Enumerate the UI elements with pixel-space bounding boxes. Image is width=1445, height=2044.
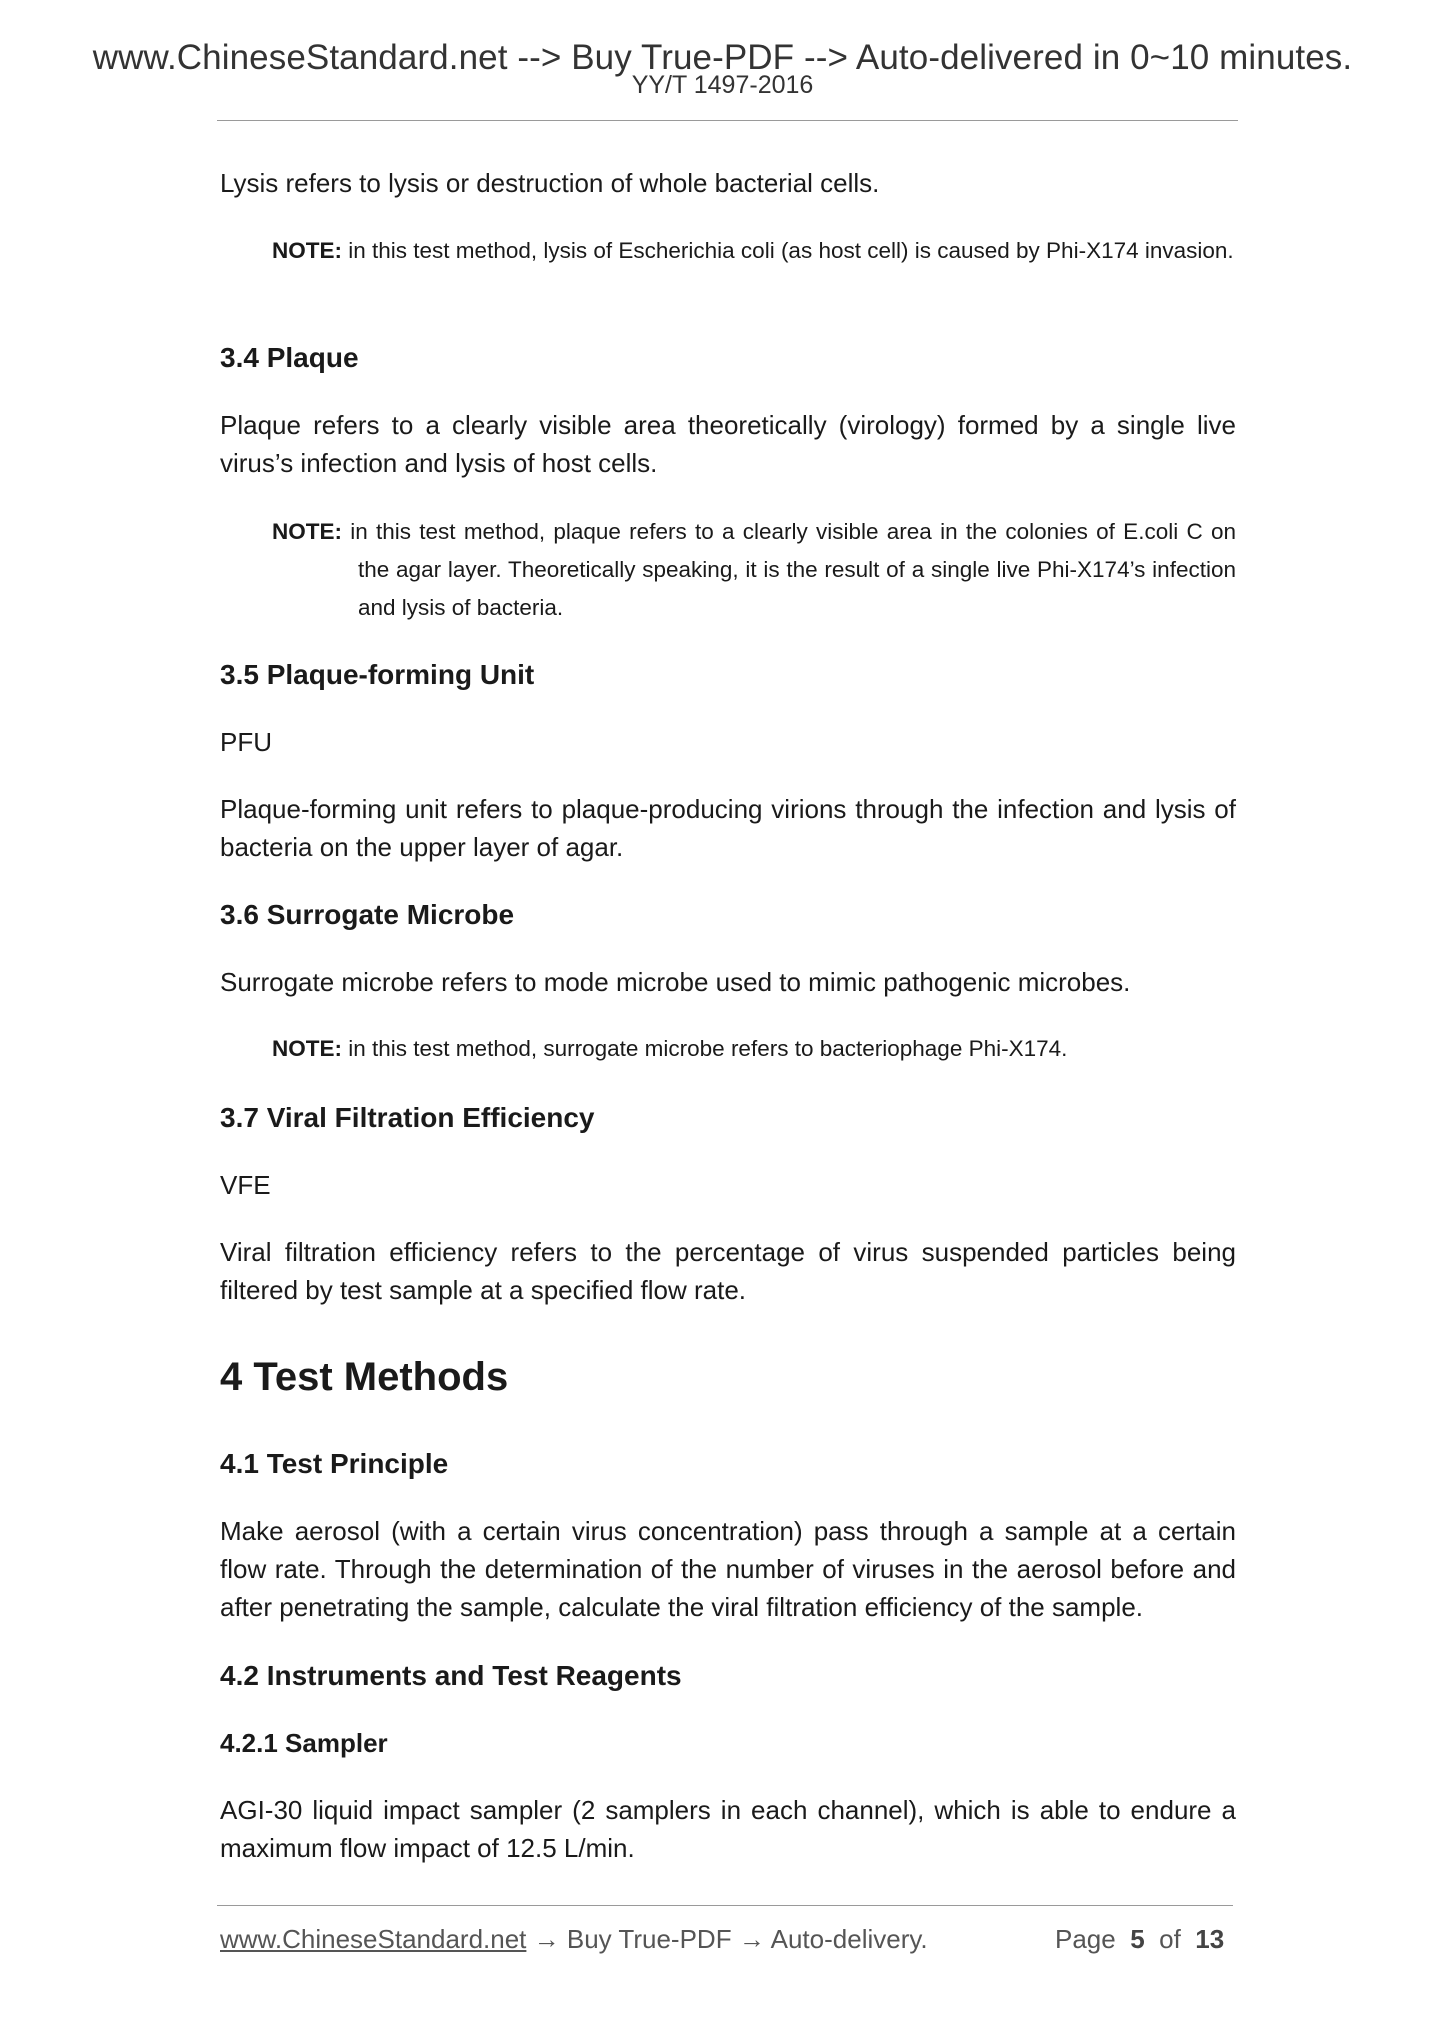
pfu-abbreviation: PFU	[220, 727, 272, 757]
chapter-heading-test-methods: 4 Test Methods	[220, 1355, 509, 1399]
surrogate-note-text: in this test method, surrogate microbe refers to bacteriophage Phi-X174.	[348, 1036, 1068, 1061]
arrow-right-icon: →	[738, 1924, 765, 1954]
vfe-abbreviation: VFE	[220, 1170, 271, 1200]
page-current: 5	[1130, 1924, 1145, 1954]
page-total: 13	[1195, 1924, 1225, 1954]
footer-buy-text: Buy True-PDF	[566, 1924, 732, 1954]
principle-text: Make aerosol (with a certain virus concentration) pass through a sample at a certain flow rate. Through the determination of the number of viruses in the aerosol before and after penetrating the sample, calculate the viral filtration efficiency of the sample.	[220, 1516, 1236, 1622]
subsection-heading-sampler: 4.2.1 Sampler	[220, 1728, 388, 1758]
plaque-definition: Plaque refers to a clearly visible area theoretically (virology) formed by a single live virus’s infection and lysis of host cells.	[220, 410, 1236, 478]
surrogate-note	[272, 1030, 1236, 1068]
section-heading-vfe: 3.7 Viral Filtration Efficiency	[220, 1102, 595, 1133]
section-heading-plaque: 3.4 Plaque	[220, 342, 359, 373]
section-heading-pfu: 3.5 Plaque-forming Unit	[220, 659, 535, 690]
vfe-definition: Viral filtration efficiency refers to the percentage of virus suspended particles being filtered by test sample at a specified flow rate.	[220, 1237, 1236, 1305]
section-heading-surrogate: 3.6 Surrogate Microbe	[220, 899, 515, 930]
lysis-definition: Lysis refers to lysis or destruction of whole bacterial cells.	[220, 168, 880, 198]
pfu-definition: Plaque-forming unit refers to plaque-producing virions through the infection and lysis of bacteria on the upper layer of agar.	[220, 794, 1236, 862]
page-label: Page	[1055, 1924, 1116, 1954]
note-label: NOTE:	[272, 519, 342, 544]
plaque-note-text: in this test method, plaque refers to a clearly visible area in the colonies of E.coli C on the agar layer. Theoretically speaking, it is the result of a single live Phi-X174’s infection and lysis of bacteria.	[350, 519, 1236, 620]
note-label: NOTE:	[272, 1036, 342, 1061]
footer-delivery-text: Auto-delivery.	[770, 1924, 928, 1954]
surrogate-definition: Surrogate microbe refers to mode microbe used to mimic pathogenic microbes.	[220, 967, 1131, 997]
arrow-right-icon: →	[533, 1924, 560, 1954]
section-heading-principle: 4.1 Test Principle	[220, 1448, 449, 1479]
site-banner: www.ChineseStandard.net --> Buy True-PDF --> Auto-delivered in 0~10 minutes.	[92, 38, 1353, 77]
footer-site-link[interactable]: www.ChineseStandard.net	[220, 1924, 527, 1954]
lysis-note	[272, 232, 1236, 270]
lysis-note-text: in this test method, lysis of Escherichia coli (as host cell) is caused by Phi-X174 invasion.	[348, 238, 1234, 263]
page-indicator	[1055, 1924, 1224, 1955]
header-divider	[217, 120, 1238, 121]
standard-number: YY/T 1497-2016	[631, 71, 814, 99]
of-label: of	[1159, 1924, 1181, 1954]
footer-divider	[217, 1905, 1233, 1906]
footer-promo	[220, 1924, 928, 1955]
note-label: NOTE:	[272, 238, 342, 263]
section-heading-instruments: 4.2 Instruments and Test Reagents	[220, 1660, 682, 1691]
plaque-note	[272, 513, 1236, 627]
sampler-text: AGI-30 liquid impact sampler (2 samplers in each channel), which is able to endure a maximum flow impact of 12.5 L/min.	[220, 1795, 1236, 1863]
